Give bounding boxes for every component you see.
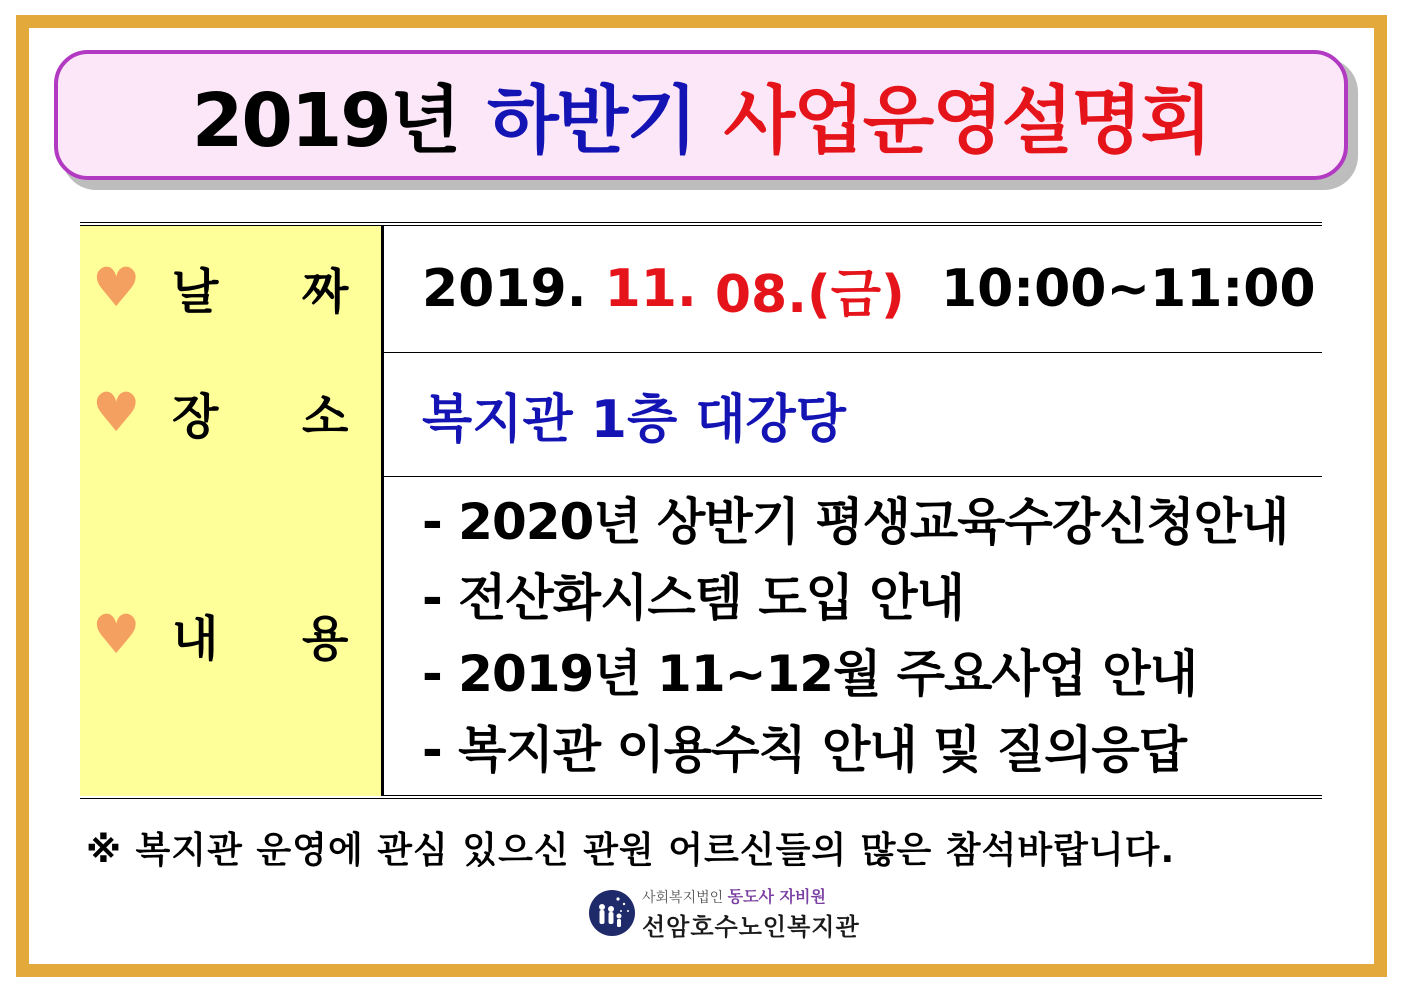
title-year: 2019년 (191, 78, 460, 164)
date-label-second: 짜 (302, 264, 349, 321)
date-day: 08.(금) (714, 264, 905, 325)
place-row (80, 352, 1322, 477)
list-item: - 전산화시스템 도입 안내 (422, 569, 964, 627)
content-label-second: 용 (302, 611, 349, 668)
logo-tagline (642, 884, 860, 907)
place-text: 복지관 1층 대강당 (422, 389, 847, 450)
content-label-first: 내 (172, 611, 219, 668)
place-value (384, 352, 1322, 476)
heart-icon: ♥ (92, 381, 141, 445)
list-item: - 복지관 이용수칙 안내 및 질의응답 (422, 721, 1186, 779)
list-item: - 2019년 11~12월 주요사업 안내 (422, 645, 1197, 703)
poster-title (54, 50, 1348, 180)
content-label-cell (80, 476, 384, 796)
title-event: 사업운영설명회 (723, 78, 1211, 164)
date-label-cell (80, 226, 384, 352)
info-table (80, 222, 1322, 799)
logo-tag-brand: 동도사 자비원 (727, 887, 826, 906)
date-month: 11. (604, 259, 697, 319)
heart-icon: ♥ (92, 603, 141, 667)
date-row (80, 226, 1322, 353)
content-row (80, 476, 1322, 796)
heart-icon: ♥ (92, 256, 141, 320)
place-label-second: 소 (302, 389, 349, 446)
title-half: 하반기 (487, 78, 696, 164)
date-time: 10:00~11:00 (940, 259, 1316, 319)
logo-text (642, 884, 860, 942)
date-value (384, 226, 1322, 352)
date-year: 2019. (422, 259, 587, 319)
logo-tag-small: 사회복지법인 (642, 890, 724, 906)
place-label-cell (80, 352, 384, 476)
place-label-first: 장 (172, 389, 219, 446)
logo-name: 선암호수노인복지관 (642, 913, 860, 941)
people-stars-emblem-icon (588, 889, 636, 937)
list-item: - 2020년 상반기 평생교육수강신청안내 (422, 493, 1289, 551)
attendance-notice: ※ 복지관 운영에 관심 있으신 관원 어르신들의 많은 참석바랍니다. (86, 830, 1176, 871)
organization-logo (588, 886, 860, 940)
content-list (384, 476, 1322, 796)
date-label-first: 날 (172, 264, 219, 321)
